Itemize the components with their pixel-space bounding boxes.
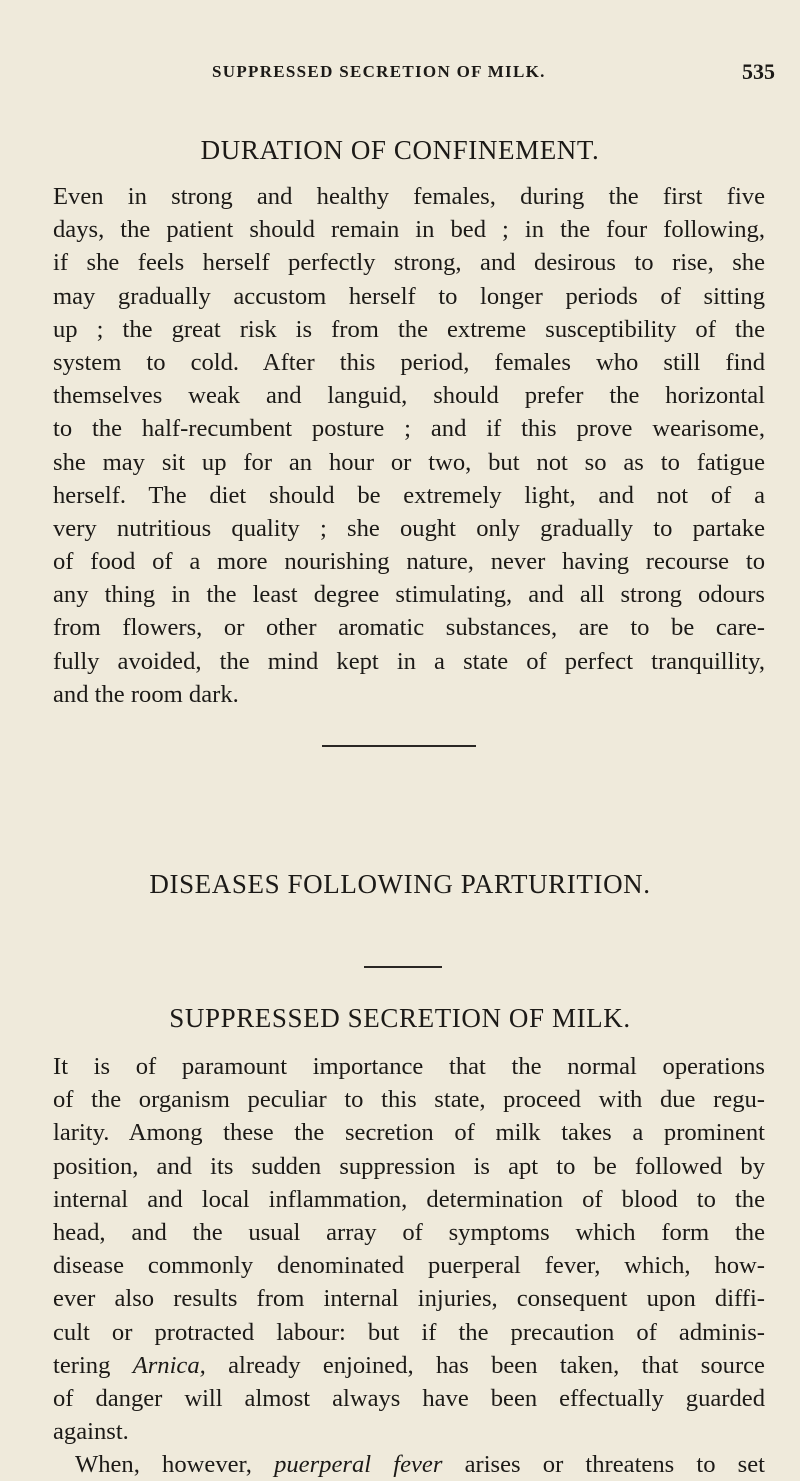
text-line: system to cold. After this period, females who still find: [53, 348, 765, 376]
text-line: if she feels herself perfectly strong, and desirous to rise, she: [53, 249, 765, 277]
section-divider-rule: [322, 745, 476, 747]
text-fragment: already enjoined, has been taken, that source: [228, 1351, 765, 1379]
text-line: from flowers, or other aromatic substances, are to be care-: [53, 614, 765, 642]
text-line: larity. Among these the secretion of milk takes a prominent: [53, 1119, 765, 1147]
running-title: SUPPRESSED SECRETION OF MILK.: [212, 62, 546, 81]
text-line: and the room dark.: [53, 680, 239, 708]
text-line-arnica: [53, 1349, 765, 1382]
text-fragment: When, however,: [75, 1451, 252, 1479]
italic-term-puerperal-fever: puerperal fever: [274, 1451, 443, 1479]
text-line: of the organism peculiar to this state, proceed with due regu-: [53, 1086, 765, 1114]
page-number: 535: [742, 59, 775, 84]
text-fragment: arises or threatens to set: [464, 1451, 766, 1479]
text-line: to the half-recumbent posture ; and if this prove wearisome,: [53, 415, 765, 443]
text-line: head, and the usual array of symptoms which form the: [53, 1218, 765, 1246]
paragraph-duration: [53, 180, 765, 711]
text-line: Even in strong and healthy females, during the first five: [53, 183, 765, 210]
text-line: days, the patient should remain in bed ; in the four following,: [53, 216, 765, 244]
text-line: very nutritious quality ; she ought only gradually to partake: [53, 514, 765, 542]
text-line: fully avoided, the mind kept in a state of perfect tranquillity,: [53, 647, 765, 675]
text-line: of danger will almost always have been effectually guarded: [53, 1384, 765, 1412]
text-line: may gradually accustom herself to longer periods of sitting: [53, 282, 765, 310]
section-heading-diseases: DISEASES FOLLOWING PARTURITION.: [149, 869, 651, 899]
text-line: up ; the great risk is from the extreme susceptibility of the: [53, 315, 765, 343]
text-line: against.: [53, 1418, 129, 1446]
text-line: cult or protracted labour: but if the precaution of adminis-: [53, 1318, 765, 1346]
text-line: position, and its sudden suppression is apt to be followed by: [53, 1152, 765, 1180]
text-line: disease commonly denominated puerperal fever, which, how-: [53, 1252, 765, 1280]
section-heading-duration: DURATION OF CONFINEMENT.: [200, 135, 600, 165]
short-divider-rule: [364, 966, 442, 968]
text-line-puerperal: [53, 1448, 765, 1481]
text-line: internal and local inflammation, determination of blood to the: [53, 1185, 765, 1213]
text-line: herself. The diet should be extremely light, and not of a: [53, 481, 765, 509]
paragraph-suppressed: [53, 1050, 765, 1481]
text-line: It is of paramount importance that the normal operations: [53, 1053, 765, 1080]
text-line: of food of a more nourishing nature, never having recourse to: [53, 548, 765, 576]
text-fragment: tering: [53, 1351, 111, 1379]
text-line: ever also results from internal injuries, consequent upon diffi-: [53, 1285, 765, 1313]
text-line: themselves weak and languid, should prefer the horizontal: [53, 382, 765, 410]
running-head: [0, 59, 800, 86]
text-line: any thing in the least degree stimulating, and all strong odours: [53, 581, 765, 609]
section-heading-suppressed: SUPPRESSED SECRETION OF MILK.: [169, 1003, 631, 1033]
text-line: she may sit up for an hour or two, but not so as to fatigue: [53, 448, 765, 476]
italic-term-arnica: Arnica,: [132, 1351, 206, 1379]
